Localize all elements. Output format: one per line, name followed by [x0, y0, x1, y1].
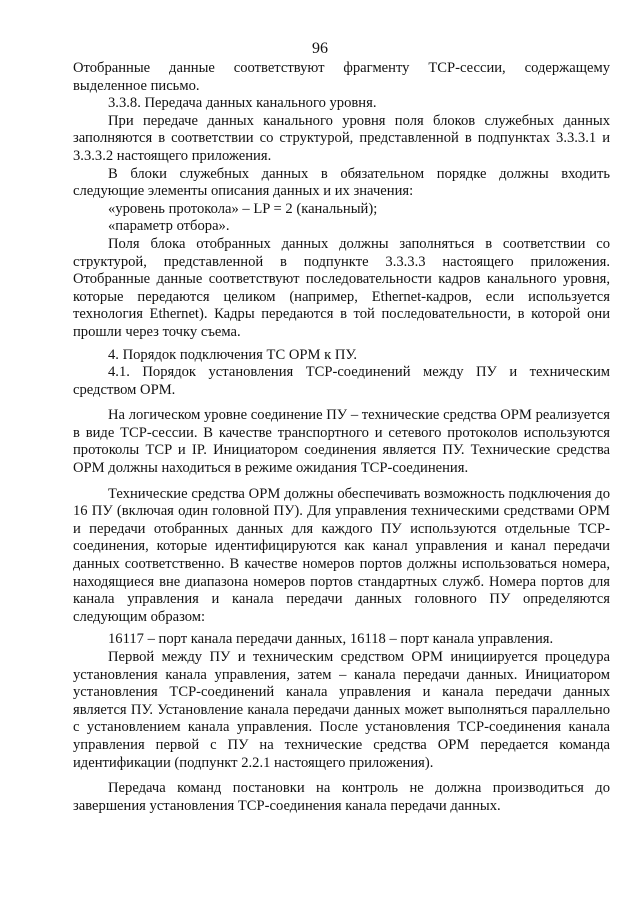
paragraph-link-layer-fields: При передаче данных канального уровня поля блоков служебных данных заполняются в соответствии со структурой, представленной в подпунктах 3.3.3.1 и 3.3.3.2 настоящего приложения.	[73, 112, 610, 164]
paragraph-service-data-elements: В блоки служебных данных в обязательном порядке должны входить следующие элементы описания данных и их значения:	[73, 165, 610, 200]
paragraph-selected-data: Отобранные данные соответствуют фрагменту TCP-сессии, содержащему выделенное письмо.	[73, 60, 610, 94]
paragraph-connection-order: Первой между ПУ и техническим средством ОРМ инициируется процедура установления канала управления, затем – канала передачи данных. Инициатором установления TCP-соединений канала управления и канала передачи данных является ПУ. Установление канала передачи данных может выполняться параллельно с установлением канала управления. После установления TCP-соединения канала управления первой с ПУ на технические средства ОРМ передается команда идентификации (подпункт 2.2.1 настоящего приложения).	[73, 649, 610, 771]
paragraph-logical-connection: На логическом уровне соединение ПУ – технические средства ОРМ реализуется в виде TCP-сессии. В качестве транспортного и сетевого протоколов используются протоколы TCP и IP. Инициатором соединения является ПУ. Технические средства ОРМ должны находиться в режиме ожидания TCP-соединения.	[73, 407, 610, 477]
section-heading-3-3-8: 3.3.8. Передача данных канального уровня.	[108, 95, 377, 112]
paragraph-connection-capacity: Технические средства ОРМ должны обеспечивать возможность подключения до 16 ПУ (включая один головной ПУ). Для управления техническими средствами ОРМ и передачи отобранных данных для каждого ПУ используются отдельные TCP-соединения, которые идентифицируются как канал управления и канал передачи данных соответственно. В качестве номеров портов должны использоваться номера, находящиеся вне диапазона номеров портов стандартных служб. Номера портов для канала управления и канала передачи данных головного ПУ определяются следующим образом:	[73, 485, 610, 625]
list-item-protocol-level: «уровень протокола» – LP = 2 (канальный);	[108, 200, 378, 217]
section-heading-4: 4. Порядок подключения ТС ОРМ к ПУ.	[108, 346, 357, 363]
paragraph-control-commands: Передача команд постановки на контроль не должна производиться до завершения установления TCP-соединения канала передачи данных.	[73, 780, 610, 814]
section-heading-4-1: 4.1. Порядок установления TCP-соединений между ПУ и техническим средством ОРМ.	[73, 364, 610, 398]
paragraph-port-numbers: 16117 – порт канала передачи данных, 16118 – порт канала управления.	[108, 631, 554, 648]
paragraph-selected-data-block: Поля блока отобранных данных должны заполняться в соответствии со структурой, представленной в подпункте 3.3.3.3 настоящего приложения. Отобранные данные соответствуют последовательности кадров канального уровня, которые передаются целиком (например, Ethernet-кадров, если используется технология Ethernet). Кадры передаются в той последовательности, в которой они прошли через точку съема.	[73, 235, 610, 340]
list-item-selection-parameter: «параметр отбора».	[108, 218, 230, 235]
page-number: 96	[312, 40, 328, 57]
page-body	[73, 60, 610, 815]
